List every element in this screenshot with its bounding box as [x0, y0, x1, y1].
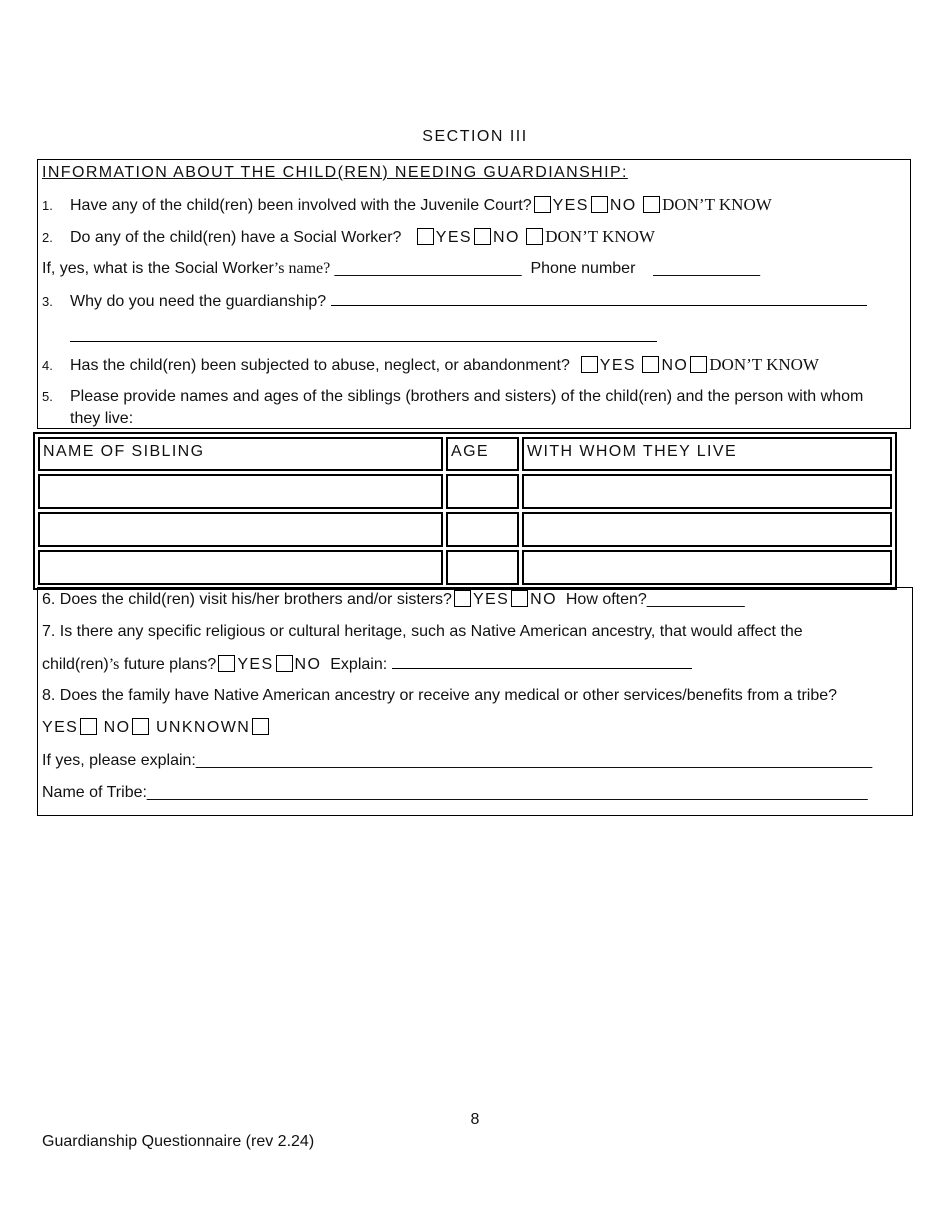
social-worker-prompt: If, yes, what is the Social Worker	[42, 260, 274, 277]
question-7-possessive: ’s	[108, 656, 120, 673]
q1-no-label: NO	[609, 197, 637, 214]
q4-no-label: NO	[661, 357, 689, 374]
tribe-name-line[interactable]: Name of Tribe:_________________________________________________________________________________	[42, 784, 868, 801]
q2-yes-checkbox[interactable]	[417, 228, 434, 245]
question-7-continued	[42, 654, 692, 675]
question-4-text: Has the child(ren) been subjected to abuse, neglect, or abandonment?	[70, 357, 570, 374]
sibling-lives-with-cell[interactable]	[522, 550, 892, 585]
question-2-text: Do any of the child(ren) have a Social Worker?	[70, 229, 402, 246]
q2-yes-label: YES	[435, 229, 472, 246]
q6-no-label: NO	[530, 591, 557, 608]
question-1-text: Have any of the child(ren) been involved with the Juvenile Court?	[70, 197, 532, 214]
question-8-options	[42, 718, 271, 738]
q4-yes-checkbox[interactable]	[581, 356, 598, 373]
tribe-explain-line[interactable]: If yes, please explain:____________________________________________________________________________	[42, 752, 873, 769]
sibling-age-cell[interactable]	[446, 550, 519, 585]
q6-no-checkbox[interactable]	[511, 590, 528, 607]
question-1	[42, 195, 772, 216]
q7-yes-label: YES	[237, 656, 274, 673]
sibling-name-cell[interactable]	[38, 512, 443, 547]
table-row	[38, 550, 892, 585]
header-age: AGE	[446, 437, 519, 471]
question-5	[42, 387, 863, 407]
social-worker-possessive: ’s name?	[273, 260, 331, 277]
guardianship-reason-line-2[interactable]	[70, 341, 657, 342]
header-name-of-sibling: NAME OF SIBLING	[38, 437, 443, 471]
q2-dont-know-checkbox[interactable]	[526, 228, 543, 245]
question-5-number: 5.	[42, 389, 53, 404]
q8-unknown-label: UNKNOWN	[155, 719, 251, 736]
q4-dont-know-checkbox[interactable]	[690, 356, 707, 373]
q2-dont-know-label: DON’T KNOW	[545, 227, 655, 246]
table-row	[38, 474, 892, 509]
sibling-name-cell[interactable]	[38, 550, 443, 585]
q4-yes-label: YES	[599, 357, 636, 374]
q1-yes-checkbox[interactable]	[534, 196, 551, 213]
explain-label: Explain:	[330, 656, 388, 673]
q6-yes-checkbox[interactable]	[454, 590, 471, 607]
question-7-text-line-2: child(ren)	[42, 656, 109, 673]
social-worker-line	[42, 259, 760, 279]
sibling-age-cell[interactable]	[446, 512, 519, 547]
q8-unknown-checkbox[interactable]	[252, 718, 269, 735]
q7-no-checkbox[interactable]	[276, 655, 293, 672]
section-heading: INFORMATION ABOUT THE CHILD(REN) NEEDING GUARDIANSHIP:	[42, 164, 628, 181]
q8-no-label: NO	[103, 719, 131, 736]
guardianship-reason-line-1[interactable]	[331, 291, 867, 306]
question-5-text-line-1: Please provide names and ages of the siblings (brothers and sisters) of the child(ren) and the person with whom	[70, 388, 864, 405]
table-row	[38, 512, 892, 547]
question-1-number: 1.	[42, 198, 53, 213]
explain-line[interactable]	[392, 654, 692, 669]
question-2-number: 2.	[42, 230, 53, 245]
q7-yes-checkbox[interactable]	[218, 655, 235, 672]
siblings-table-header	[38, 437, 892, 471]
question-4	[42, 355, 819, 376]
q4-dont-know-label: DON’T KNOW	[709, 355, 819, 374]
q7-no-label: NO	[294, 656, 322, 673]
question-2	[42, 227, 655, 248]
question-7-future-plans: future plans?	[123, 656, 217, 673]
q2-no-checkbox[interactable]	[474, 228, 491, 245]
siblings-table	[33, 432, 897, 590]
social-worker-name-blank[interactable]: _____________________	[334, 260, 522, 277]
q1-dont-know-checkbox[interactable]	[643, 196, 660, 213]
question-8: 8. Does the family have Native American ancestry or receive any medical or other services/benefits from a tribe?	[42, 687, 838, 704]
sibling-lives-with-cell[interactable]	[522, 512, 892, 547]
sibling-name-cell[interactable]	[38, 474, 443, 509]
question-3-text: Why do you need the guardianship?	[70, 293, 327, 310]
q8-yes-checkbox[interactable]	[80, 718, 97, 735]
question-6	[42, 590, 745, 610]
q2-no-label: NO	[492, 229, 520, 246]
question-7: 7. Is there any specific religious or cultural heritage, such as Native American ancestry, that would affect the	[42, 623, 803, 640]
q8-no-checkbox[interactable]	[132, 718, 149, 735]
q1-dont-know-label: DON’T KNOW	[662, 195, 772, 214]
q1-no-checkbox[interactable]	[591, 196, 608, 213]
header-with-whom-they-live: WITH WHOM THEY LIVE	[522, 437, 892, 471]
footer-form-name: Guardianship Questionnaire (rev 2.24)	[42, 1133, 315, 1150]
phone-number-blank[interactable]: ____________	[653, 260, 760, 277]
sibling-age-cell[interactable]	[446, 474, 519, 509]
section-title: SECTION III	[422, 128, 528, 145]
question-5-continued: they live:	[70, 410, 134, 427]
how-often-field[interactable]: How often?___________	[565, 591, 745, 608]
q4-no-checkbox[interactable]	[642, 356, 659, 373]
page-number: 8	[470, 1111, 480, 1128]
q1-yes-label: YES	[552, 197, 589, 214]
question-4-number: 4.	[42, 358, 53, 373]
question-3	[42, 291, 867, 312]
question-3-number: 3.	[42, 294, 53, 309]
q8-yes-label: YES	[42, 719, 79, 736]
q6-yes-label: YES	[472, 591, 510, 608]
question-6-text: 6. Does the child(ren) visit his/her brothers and/or sisters?	[42, 591, 452, 608]
sibling-lives-with-cell[interactable]	[522, 474, 892, 509]
phone-number-label: Phone number	[530, 260, 636, 277]
